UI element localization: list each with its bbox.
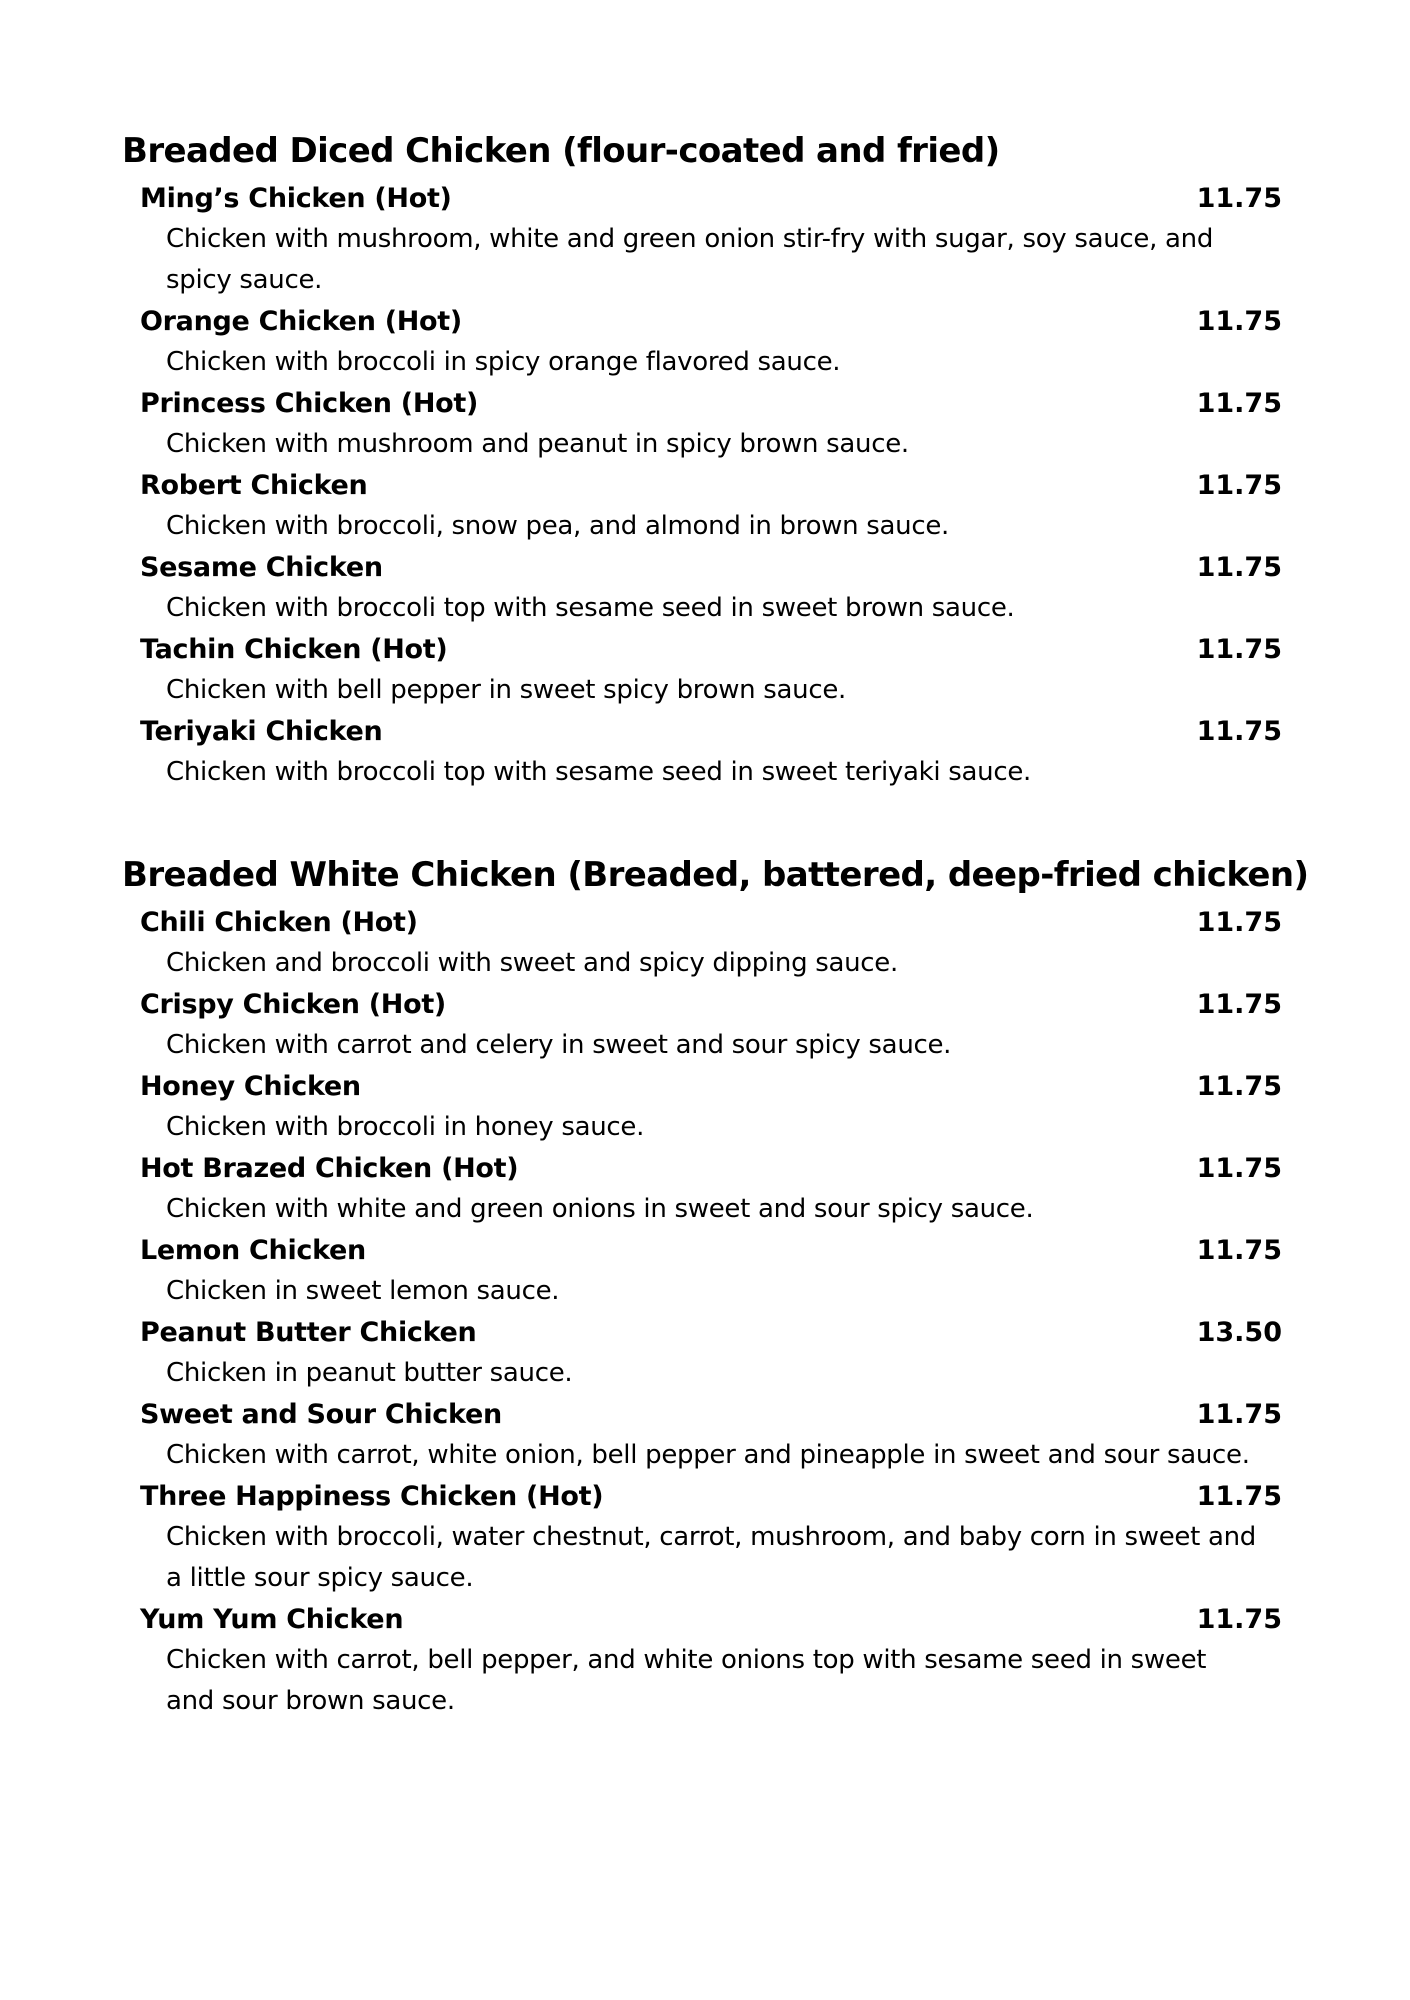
menu-item [122,984,1282,1066]
menu-item [122,1394,1282,1476]
item-description: Chicken with broccoli, water chestnut, carrot, mushroom, and baby corn in sweet and a little sour spicy sauce. [166,1522,1257,1593]
item-price: 11.75 [1196,989,1282,1020]
item-description: Chicken and broccoli with sweet and spicy dipping sauce. [166,948,898,978]
item-price: 11.75 [1196,183,1282,214]
menu-item [122,711,1282,793]
item-description: Chicken with carrot and celery in sweet and sour spicy sauce. [166,1030,952,1060]
item-description: Chicken with mushroom, white and green onion stir-fry with sugar, soy sauce, and spicy sauce. [166,224,1214,295]
menu-item [122,1312,1282,1394]
menu-item [122,629,1282,711]
item-name: Hot Brazed Chicken (Hot) [140,1153,519,1184]
menu-item [122,1476,1282,1599]
item-description: Chicken with carrot, white onion, bell pepper and pineapple in sweet and sour sauce. [166,1440,1250,1470]
section-title: Breaded Diced Chicken (flour-coated and fried) [122,131,1000,171]
item-description: Chicken in peanut butter sauce. [166,1358,573,1388]
item-name: Teriyaki Chicken [140,716,383,747]
item-name: Yum Yum Chicken [140,1604,404,1635]
item-price: 11.75 [1196,1481,1282,1512]
item-description: Chicken with carrot, bell pepper, and white onions top with sesame seed in sweet and sour brown sauce. [166,1645,1207,1716]
item-price: 11.75 [1196,388,1282,419]
item-name: Crispy Chicken (Hot) [140,989,446,1020]
item-price: 11.75 [1196,1399,1282,1430]
menu-item [122,301,1282,383]
item-price: 11.75 [1196,306,1282,337]
item-name: Princess Chicken (Hot) [140,388,479,419]
item-description: Chicken in sweet lemon sauce. [166,1276,560,1306]
item-name: Three Happiness Chicken (Hot) [140,1481,604,1512]
section-breaded-diced-chicken [122,128,1282,793]
item-name: Peanut Butter Chicken [140,1317,477,1348]
menu-item [122,178,1282,301]
menu-item [122,902,1282,984]
item-description: Chicken with mushroom and peanut in spicy brown sauce. [166,429,909,459]
item-price: 11.75 [1196,552,1282,583]
item-description: Chicken with broccoli, snow pea, and almond in brown sauce. [166,511,950,541]
item-name: Robert Chicken [140,470,368,501]
item-description: Chicken with bell pepper in sweet spicy brown sauce. [166,675,847,705]
item-name: Orange Chicken (Hot) [140,306,462,337]
item-price: 11.75 [1196,1235,1282,1266]
item-name: Honey Chicken [140,1071,361,1102]
section-breaded-white-chicken [122,852,1309,1722]
item-name: Ming’s Chicken (Hot) [140,183,452,214]
item-name: Sweet and Sour Chicken [140,1399,502,1430]
item-price: 11.75 [1196,634,1282,665]
menu-item [122,465,1282,547]
menu-item [122,383,1282,465]
item-name: Sesame Chicken [140,552,383,583]
item-price: 13.50 [1196,1317,1282,1348]
item-description: Chicken with broccoli in honey sauce. [166,1112,645,1142]
item-name: Tachin Chicken (Hot) [140,634,448,665]
item-price: 11.75 [1196,470,1282,501]
section-title: Breaded White Chicken (Breaded, battered, deep-fried chicken) [122,855,1309,895]
item-description: Chicken with white and green onions in sweet and sour spicy sauce. [166,1194,1034,1224]
menu-item [122,1066,1282,1148]
menu-item [122,1148,1282,1230]
item-price: 11.75 [1196,1153,1282,1184]
item-price: 11.75 [1196,716,1282,747]
item-description: Chicken with broccoli in spicy orange flavored sauce. [166,347,841,377]
item-price: 11.75 [1196,1604,1282,1635]
item-price: 11.75 [1196,1071,1282,1102]
item-name: Lemon Chicken [140,1235,366,1266]
menu-item [122,547,1282,629]
item-price: 11.75 [1196,907,1282,938]
menu-item [122,1599,1282,1722]
item-description: Chicken with broccoli top with sesame seed in sweet brown sauce. [166,593,1015,623]
menu-item [122,1230,1282,1312]
item-name: Chili Chicken (Hot) [140,907,418,938]
item-description: Chicken with broccoli top with sesame seed in sweet teriyaki sauce. [166,757,1032,787]
